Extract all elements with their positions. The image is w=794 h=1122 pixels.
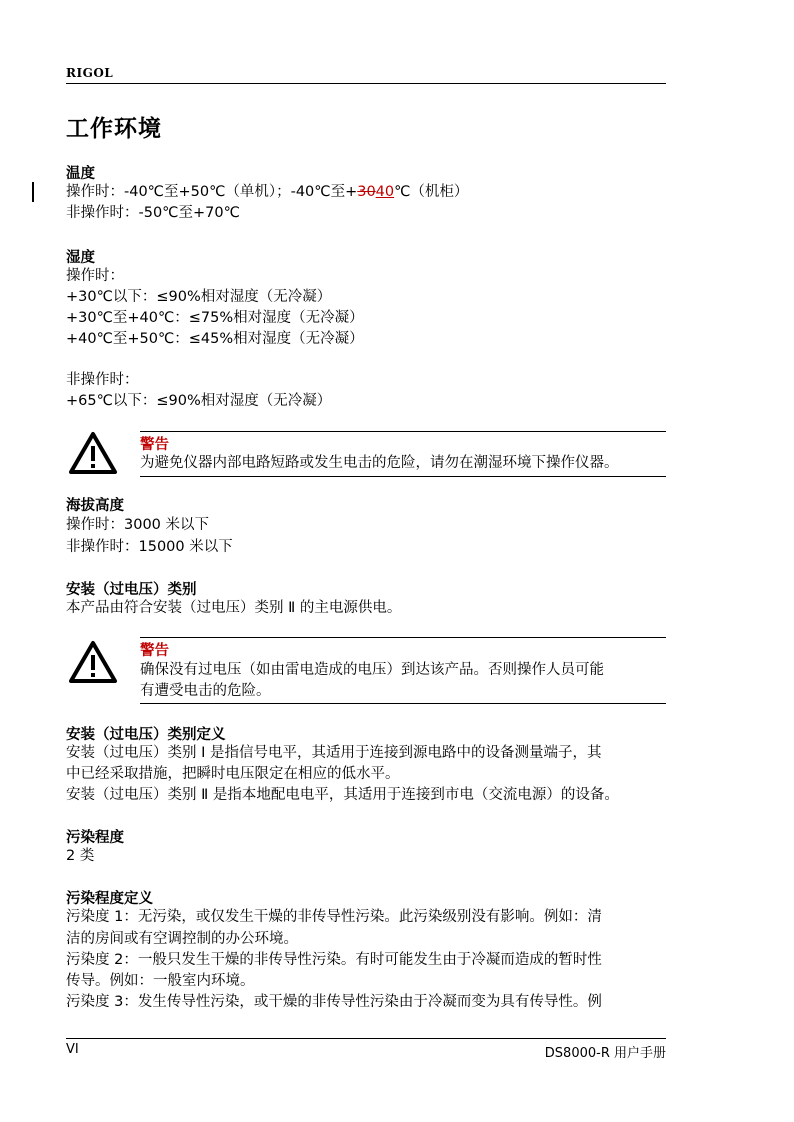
install-category-heading: 安装（过电压）类别: [66, 582, 197, 598]
change-bar: [32, 182, 34, 202]
install-definition-line: 中已经采取措施，把瞬时电压限定在相应的低水平。: [66, 766, 400, 782]
install-definition-heading: 安装（过电压）类别定义: [66, 727, 226, 743]
pollution-heading: 污染程度: [66, 830, 124, 846]
pollution-definition-line: 传导。例如：一般室内环境。: [66, 973, 255, 989]
footer-page-number: VI: [66, 1042, 79, 1057]
warning-label: 警告: [140, 643, 169, 659]
deleted-text: 30: [357, 184, 376, 200]
humidity-heading: 湿度: [66, 250, 95, 266]
pollution-definition-line: 洁的房间或有空调控制的办公环境。: [66, 931, 298, 947]
install-definition-line: 安装（过电压）类别 I 是指信号电平，其适用于连接到源电路中的设备测量端子，其: [66, 745, 602, 761]
warning-triangle-icon: [68, 640, 118, 684]
warning-text-line: 确保没有过电压（如由雷电造成的电压）到达该产品。否则操作人员可能: [140, 662, 604, 678]
pollution-value: 2 类: [66, 848, 95, 864]
temperature-heading: 温度: [66, 166, 95, 182]
humidity-operating-label: 操作时：: [66, 268, 124, 284]
warning-text: 为避免仪器内部电路短路或发生电击的危险，请勿在潮湿环境下操作仪器。: [140, 455, 619, 471]
pollution-definition-line: 污染度 1：无污染，或仅发生干燥的非传导性污染。此污染级别没有影响。例如：清: [66, 909, 602, 925]
pollution-definition-heading: 污染程度定义: [66, 891, 153, 907]
header-brand: RIGOL: [66, 66, 114, 80]
temperature-operating-prefix: 操作时：-40℃至+50℃（单机）；-40℃至+: [66, 184, 358, 200]
header-rule: [66, 83, 666, 84]
install-definition-line: 安装（过电压）类别 Ⅱ 是指本地配电电平，其适用于连接到市电（交流电源）的设备。: [66, 787, 619, 803]
warning-box-2: [140, 637, 666, 704]
warning-text-line: 有遭受电击的危险。: [140, 683, 271, 699]
warning-block-1: [66, 428, 666, 478]
humidity-non-operating-line: +65℃以下：≤90%相对湿度（无冷凝）: [66, 393, 332, 409]
footer-rule: [66, 1038, 666, 1039]
altitude-non-operating: 非操作时：15000 米以下: [66, 539, 233, 555]
footer-manual-title: DS8000-R 用户手册: [544, 1046, 666, 1061]
pollution-definition-line: 污染度 2：一般只发生干燥的非传导性污染。有时可能发生由于冷凝而造成的暂时性: [66, 952, 602, 968]
temperature-non-operating: 非操作时：-50℃至+70℃: [66, 205, 240, 221]
pollution-definition-line: 污染度 3：发生传导性污染，或干燥的非传导性污染由于冷凝而变为具有传导性。例: [66, 994, 602, 1010]
altitude-heading: 海拔高度: [66, 498, 124, 514]
temperature-operating: [66, 182, 468, 203]
warning-box-1: [140, 431, 666, 477]
warning-triangle-icon: [68, 431, 118, 475]
warning-block-2: [66, 634, 666, 704]
page-title: 工作环境: [66, 116, 162, 142]
inserted-text: 40: [375, 184, 395, 200]
humidity-line: +30℃以下：≤90%相对湿度（无冷凝）: [66, 289, 332, 305]
temperature-operating-suffix: ℃（机柜）: [394, 184, 469, 200]
humidity-line: +30℃至+40℃：≤75%相对湿度（无冷凝）: [66, 310, 364, 326]
humidity-line: +40℃至+50℃：≤45%相对湿度（无冷凝）: [66, 331, 364, 347]
humidity-non-operating-label: 非操作时：: [66, 372, 139, 388]
altitude-operating: 操作时：3000 米以下: [66, 517, 210, 533]
install-category-text: 本产品由符合安装（过电压）类别 Ⅱ 的主电源供电。: [66, 600, 402, 616]
warning-label: 警告: [140, 437, 169, 453]
